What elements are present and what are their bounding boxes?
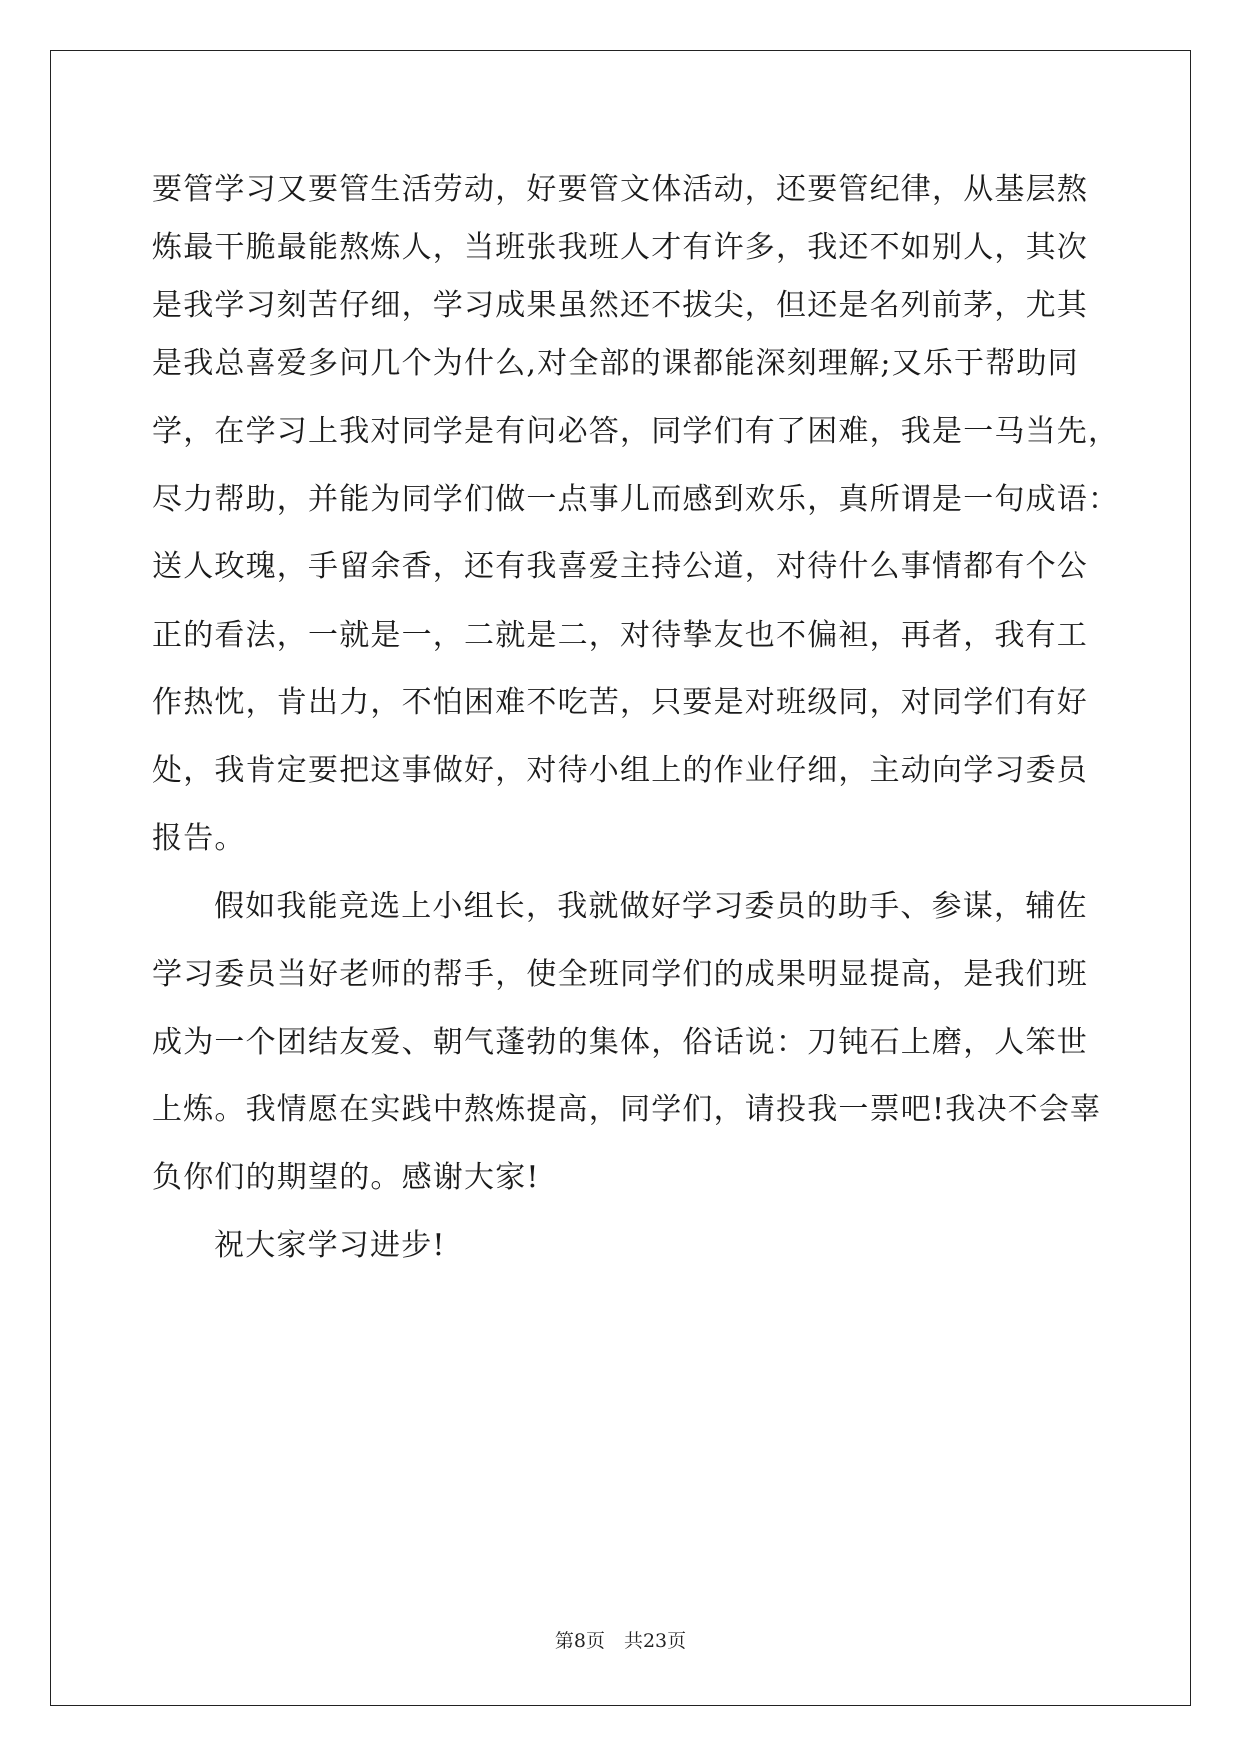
paragraph-first-line: 假如我能竞选上小组长，我就做好学习委员的助手、参谋，辅佐 (214, 889, 1088, 924)
closing-line: 祝大家学习进步! (214, 1228, 446, 1263)
text-line: 学习委员当好老师的帮手，使全班同学们的成果明显提高，是我们班 (152, 957, 1088, 992)
text-line: 送人玫瑰，手留余香，还有我喜爱主持公道，对待什么事情都有个公 (152, 549, 1088, 584)
text-line: 报告。 (152, 821, 246, 856)
text-line: 作热忱，肯出力，不怕困难不吃苦，只要是对班级同，对同学们有好 (152, 685, 1088, 720)
text-line: 是我总喜爱多问几个为什么,对全部的课都能深刻理解;又乐于帮助同 (152, 346, 1079, 381)
text-line: 成为一个团结友爱、朝气蓬勃的集体，俗话说：刀钝石上磨，人笨世 (152, 1025, 1088, 1060)
text-line: 是我学习刻苦仔细，学习成果虽然还不拔尖，但还是名列前茅，尤其 (152, 288, 1088, 323)
text-line: 正的看法，一就是一，二就是二，对待挚友也不偏袒，再者，我有工 (152, 618, 1088, 653)
text-line: 炼最干脆最能熬炼人，当班张我班人才有许多，我还不如别人，其次 (152, 230, 1088, 265)
text-line: 处，我肯定要把这事做好，对待小组上的作业仔细，主动向学习委员 (152, 753, 1088, 788)
page-number: 第8页 共23页 (554, 1630, 687, 1652)
text-line: 要管学习又要管生活劳动，好要管文体活动，还要管纪律，从基层熬 (152, 172, 1088, 207)
text-line: 学，在学习上我对同学是有问必答，同学们有了困难，我是一马当先， (152, 414, 1120, 449)
text-line: 尽力帮助，并能为同学们做一点事儿而感到欢乐，真所谓是一句成语： (152, 482, 1120, 517)
text-line: 负你们的期望的。感谢大家! (152, 1160, 540, 1195)
text-line: 上炼。我情愿在实践中熬炼提高，同学们，请投我一票吧!我决不会辜 (152, 1092, 1102, 1127)
